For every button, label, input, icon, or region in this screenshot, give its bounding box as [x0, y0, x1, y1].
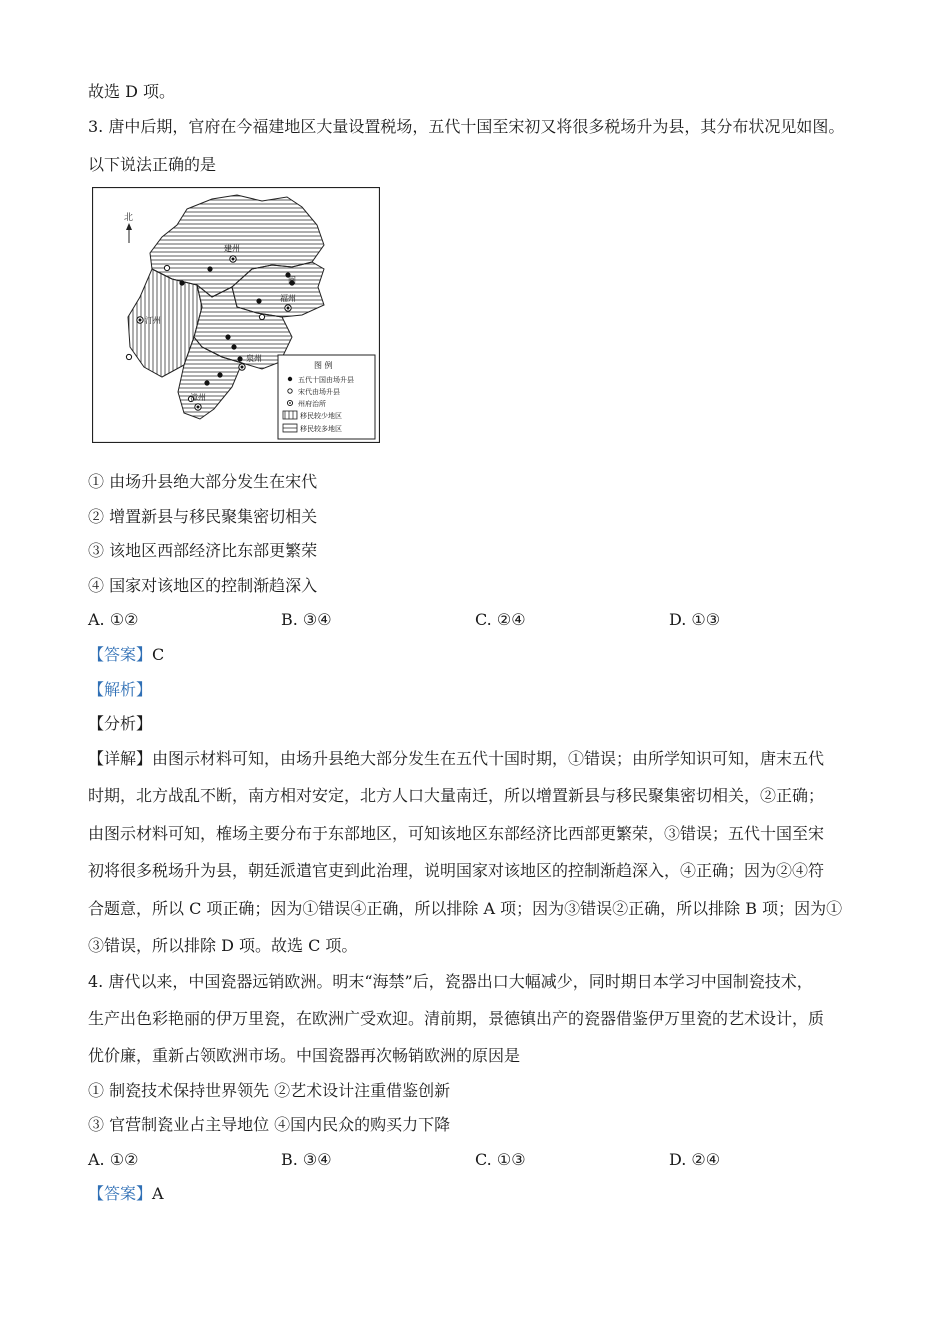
q3-statement-4: ④ 国家对该地区的控制渐趋深入	[88, 576, 318, 595]
city-quanzhou: 泉州	[246, 354, 262, 363]
q3-option-d: D. ①③	[669, 610, 721, 629]
q3-stem-line1: 3. 唐中后期，官府在今福建地区大量设置税场，五代十国至宋初又将很多税场升为县，其分布状况见如图。	[88, 117, 845, 136]
legend-item-five-dynasties: 五代十国由场升县	[298, 376, 354, 384]
q3-detail-line-5: 合题意，所以 C 项正确；因为①错误④正确，所以排除 A 项；因为③错误②正确，所以排除 B 项；因为①	[88, 899, 843, 918]
q3-fenxi-tag: 【分析】	[88, 714, 153, 733]
q4-stem-line-1: 4. 唐代以来，中国瓷器远销欧洲。明末“海禁”后，瓷器出口大幅减少，同时期日本学习中国制瓷技术，	[88, 972, 813, 991]
city-jianzhou: 建州	[224, 244, 240, 253]
q3-detail-line-1: 【详解】由图示材料可知，由场升县绝大部分发生在五代十国时期，①错误；由所学知识可知，唐末五代	[88, 749, 825, 768]
city-zhangzhou: 漳州	[190, 393, 206, 402]
q3-option-a: A. ①②	[88, 610, 139, 629]
answer-value: C	[152, 645, 165, 664]
q3-detail-line-3: 由图示材料可知，榷场主要分布于东部地区，可知该地区东部经济比西部更繁荣，③错误；五代十国至宋	[88, 824, 825, 843]
city-tingzhou: 汀州	[145, 316, 161, 325]
q3-analysis-tag: 【解析】	[88, 680, 153, 699]
answer-tag: 【答案】	[88, 645, 153, 664]
answer-value: A	[152, 1184, 164, 1203]
q3-answer	[88, 645, 164, 665]
q4-stem-line-3: 优价廉，重新占领欧洲市场。中国瓷器再次畅销欧洲的原因是	[88, 1046, 521, 1065]
q4-option-b: B. ③④	[281, 1150, 332, 1169]
q4-answer	[88, 1184, 164, 1204]
q4-option-d: D. ②④	[669, 1150, 721, 1169]
answer-tag: 【答案】	[88, 1184, 153, 1203]
map-label-min: 闽	[288, 276, 296, 285]
q4-stem-line-2: 生产出色彩艳丽的伊万里瓷，在欧洲广受欢迎。清前期，景德镇出产的瓷器借鉴伊万里瓷的艺术设计，质	[88, 1009, 825, 1028]
q4-statement-1: ① 制瓷技术保持世界领先 ②艺术设计注重借鉴创新	[88, 1081, 451, 1100]
legend-item-few-migrants: 移民较少地区	[300, 412, 342, 420]
q3-statement-1: ① 由场升县绝大部分发生在宋代	[88, 472, 318, 491]
q3-stem-line2: 以下说法正确的是	[88, 155, 217, 174]
legend-title: 图 例	[314, 361, 333, 370]
north-label: 北	[124, 213, 134, 223]
q4-option-c: C. ①③	[475, 1150, 526, 1169]
q3-option-c: C. ②④	[475, 610, 526, 629]
q3-detail-line-6: ③错误，所以排除 D 项。故选 C 项。	[88, 936, 358, 955]
q3-option-b: B. ③④	[281, 610, 332, 629]
q4-option-a: A. ①②	[88, 1150, 139, 1169]
legend-item-song: 宋代由场升县	[298, 388, 340, 396]
fujian-map-figure	[92, 187, 380, 443]
map-legend	[278, 355, 375, 439]
city-fuzhou: 福州	[280, 294, 296, 303]
prev-answer-tail: 故选 D 项。	[88, 82, 176, 101]
q3-detail-line-2: 时期，北方战乱不断，南方相对安定，北方人口大量南迁，所以增置新县与移民聚集密切相关，②正确；	[88, 786, 825, 805]
legend-item-many-migrants: 移民较多地区	[300, 425, 342, 433]
q4-statement-2: ③ 官营制瓷业占主导地位 ④国内民众的购买力下降	[88, 1115, 451, 1134]
q3-statement-3: ③ 该地区西部经济比东部更繁荣	[88, 541, 318, 560]
legend-item-prefecture: 州府治所	[298, 400, 326, 408]
q3-detail-line-4: 初将很多税场升为县，朝廷派遣官吏到此治理，说明国家对该地区的控制渐趋深入，④正确；因为②④符	[88, 861, 825, 880]
q3-statement-2: ② 增置新县与移民聚集密切相关	[88, 507, 318, 526]
